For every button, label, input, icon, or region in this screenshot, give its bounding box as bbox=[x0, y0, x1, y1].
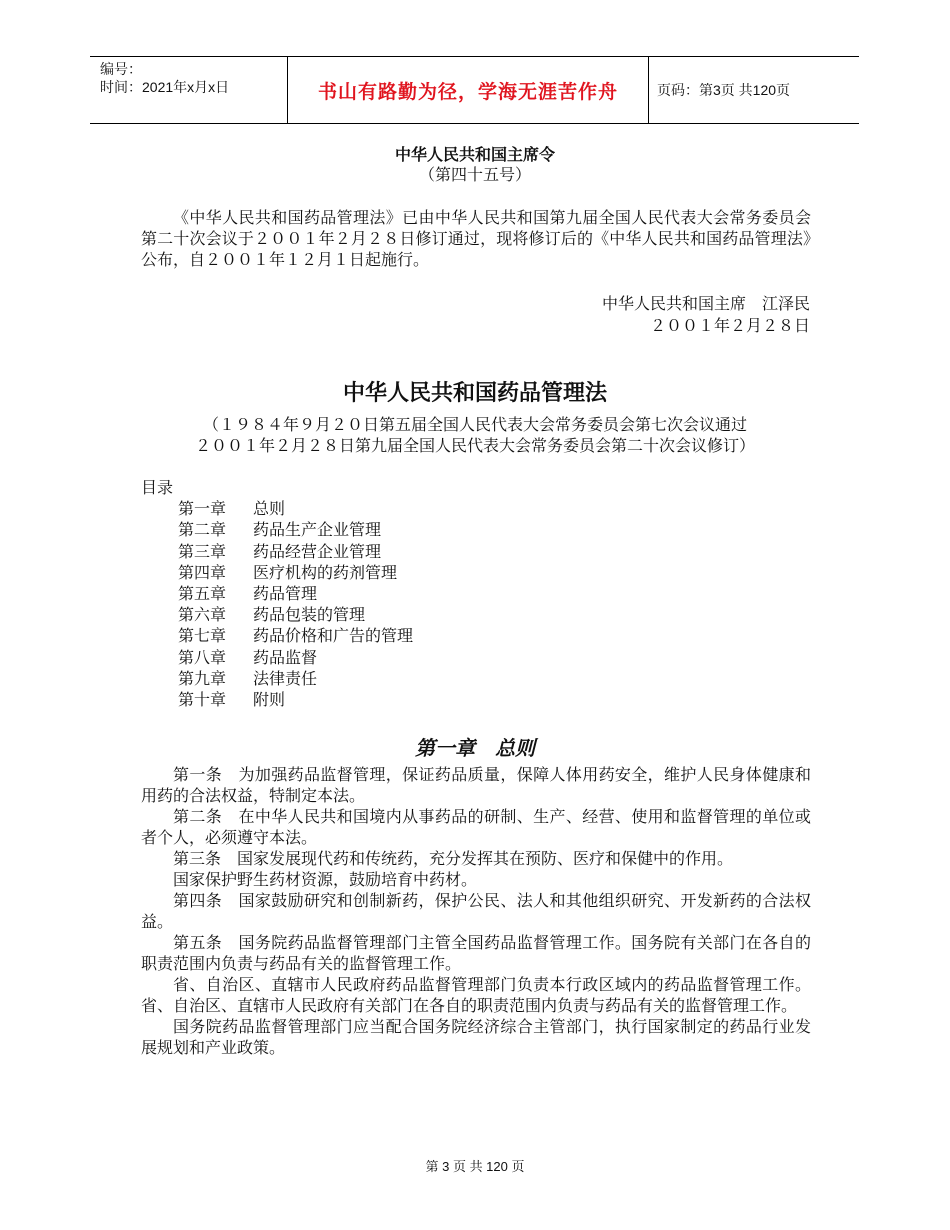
article-paragraph: 第四条 国家鼓励研究和创制新药，保护公民、法人和其他组织研究、开发新药的合法权益。 bbox=[141, 891, 811, 931]
table-of-contents bbox=[141, 477, 413, 710]
decree-signer: 中华人民共和国主席 江泽民 bbox=[601, 294, 810, 313]
article-paragraph: 第五条 国务院药品监督管理部门主管全国药品监督管理工作。国务院有关部门在各自的职责范围内负责与药品有关的监督管理工作。 bbox=[141, 933, 811, 973]
toc-item: 第五章 药品管理 bbox=[178, 584, 318, 604]
chapter1-body bbox=[141, 764, 811, 1058]
decree-body bbox=[141, 207, 811, 270]
header-motto: 书山有路勤为径，学海无涯苦作舟 bbox=[287, 57, 649, 123]
toc-item: 第三章 药品经营企业管理 bbox=[178, 541, 382, 561]
document-number-label: 编号： bbox=[100, 61, 142, 77]
article-paragraph: 国家保护野生药材资源，鼓励培育中药材。 bbox=[173, 870, 478, 889]
toc-label: 目录 bbox=[141, 478, 174, 497]
decree-body-text: 《中华人民共和国药品管理法》已由中华人民共和国第九届全国人民代表大会常务委员会第二十次会议于２００１年２月２８日修订通过，现将修订后的《中华人民共和国药品管理法》公布，自２００１年１２月１日起施行。 bbox=[141, 208, 811, 269]
page-header bbox=[90, 56, 859, 124]
decree-title: 中华人民共和国主席令 bbox=[394, 145, 555, 164]
toc-item: 第九章 法律责任 bbox=[178, 668, 318, 688]
header-page-info: 页码：第3页 共120页 bbox=[657, 82, 791, 98]
toc-item: 第六章 药品包装的管理 bbox=[178, 605, 366, 625]
article-paragraph: 省、自治区、直辖市人民政府药品监督管理部门负责本行政区域内的药品监督管理工作。省、自治区、直辖市人民政府有关部门在各自的职责范围内负责与药品有关的监督管理工作。 bbox=[141, 975, 811, 1015]
decree-number: （第四十五号） bbox=[418, 165, 531, 184]
law-subtitle-line1: （１９８４年９月２０日第五届全国人民代表大会常务委员会第七次会议通过 bbox=[202, 415, 747, 434]
article-paragraph: 第三条 国家发展现代药和传统药，充分发挥其在预防、医疗和保健中的作用。 bbox=[173, 849, 734, 868]
article-paragraph: 第一条 为加强药品监督管理，保证药品质量，保障人体用药安全，维护人民身体健康和用药的合法权益，特制定本法。 bbox=[141, 765, 811, 805]
law-title: 中华人民共和国药品管理法 bbox=[342, 381, 607, 406]
page-footer: 第 3 页 共 120 页 bbox=[425, 1159, 525, 1174]
decree-date: ２００１年２月２８日 bbox=[649, 316, 810, 335]
toc-item: 第八章 药品监督 bbox=[178, 647, 318, 667]
chapter1-title: 第一章 总则 bbox=[415, 736, 535, 760]
law-subtitle-line2: ２００１年２月２８日第九届全国人民代表大会常务委员会第二十次会议修订） bbox=[194, 436, 755, 455]
toc-item: 第十章 附则 bbox=[178, 690, 286, 710]
article-paragraph: 第二条 在中华人民共和国境内从事药品的研制、生产、经营、使用和监督管理的单位或者个人，必须遵守本法。 bbox=[141, 807, 811, 847]
article-paragraph: 国务院药品监督管理部门应当配合国务院经济综合主管部门，执行国家制定的药品行业发展规划和产业政策。 bbox=[141, 1017, 811, 1057]
header-left-cell bbox=[90, 57, 287, 123]
toc-item: 第二章 药品生产企业管理 bbox=[178, 520, 382, 540]
toc-item: 第一章 总则 bbox=[178, 499, 286, 519]
toc-item: 第四章 医疗机构的药剂管理 bbox=[178, 562, 398, 582]
toc-item: 第七章 药品价格和广告的管理 bbox=[178, 626, 414, 646]
document-time-label: 时间：2021年x月x日 bbox=[100, 79, 230, 95]
